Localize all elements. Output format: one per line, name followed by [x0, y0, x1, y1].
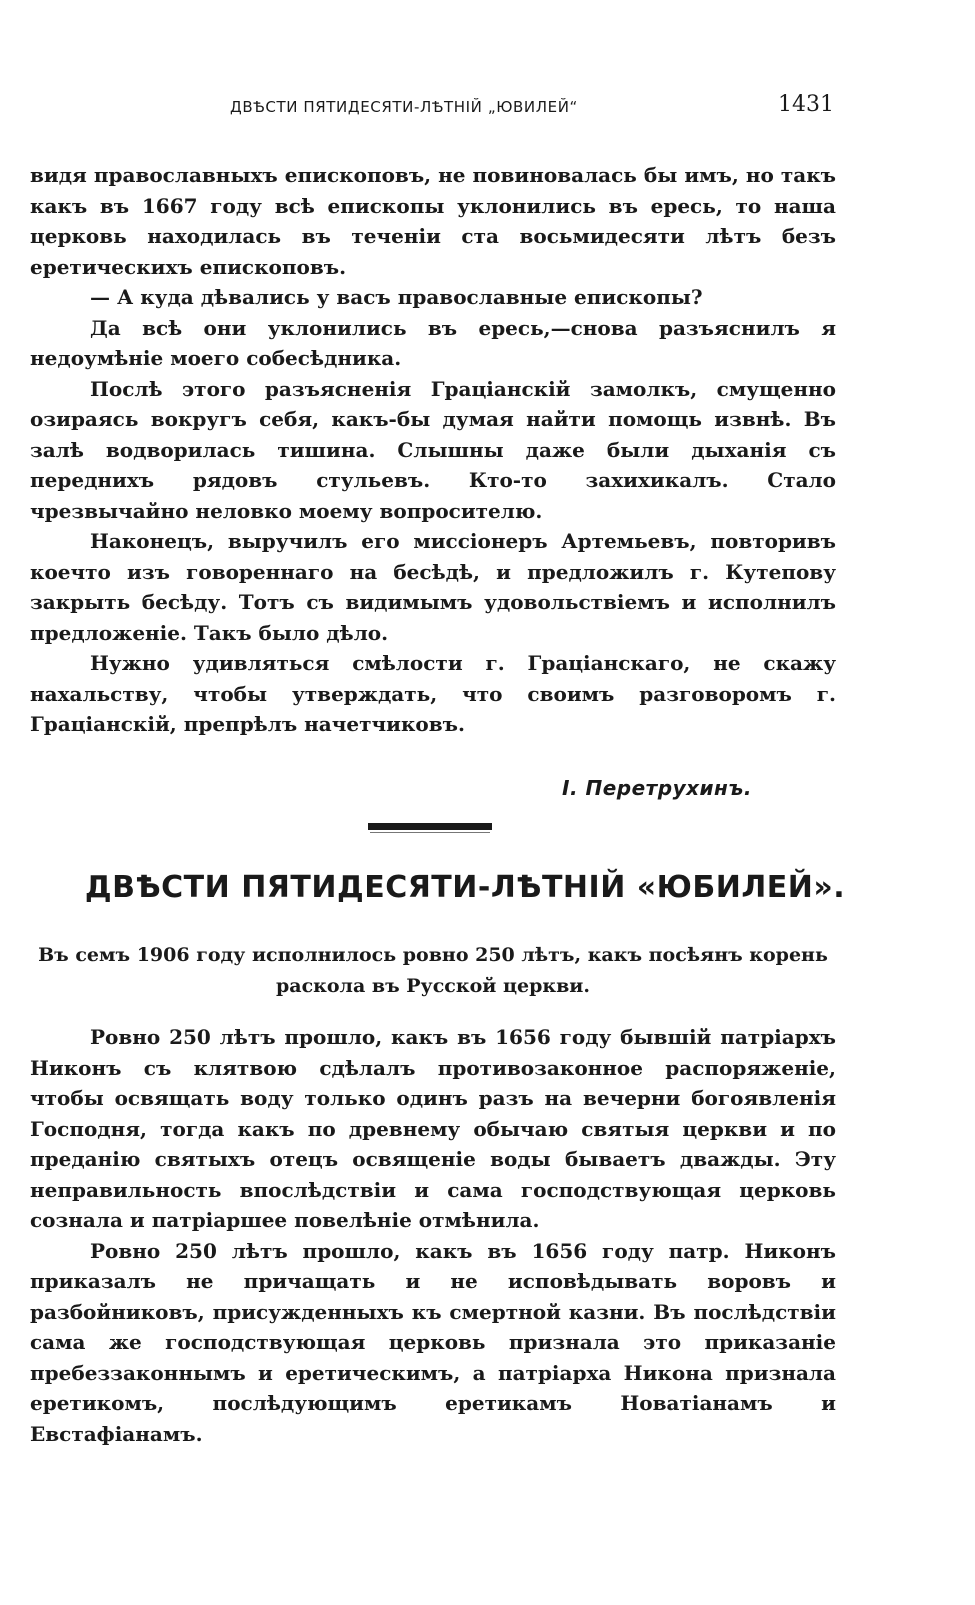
paragraph: Ровно 250 лѣтъ прошло, какъ въ 1656 году бывшій патріархъ Никонъ съ клятвою сдѣлалъ противозаконное распоряженіе, чтобы освящать воду только одинъ разъ на вечерни богоявленія Господня, тогда какъ по древнему обычаю святыя церкви и по преданію святыхъ отецъ освященіе воды бываетъ дважды. Эту неправильность впослѣдствіи и сама господствующая церковь сознала и патріаршее повелѣніе отмѣнила. — [30, 1025, 836, 1232]
author-signature: І. Перетрухинъ. — [562, 776, 752, 800]
section-divider — [368, 823, 492, 830]
paragraph: Да всѣ они уклонились въ ересь,—снова разъяснилъ я недоумѣніе моего собесѣдника. — [30, 315, 836, 370]
section-divider-thin — [370, 832, 490, 833]
paragraph: Послѣ этого разъясненія Граціанскій замолкъ, смущенно озираясь вокругъ себя, какъ-бы думая найти помощь извнѣ. Въ залѣ водворилась тишина. Слышны даже были дыханія съ переднихъ рядовъ стульевъ. Кто-то захихикалъ. Стало чрезвычайно неловко моему вопросителю. — [30, 376, 836, 523]
continued-text — [30, 160, 836, 740]
running-title: ДВѢСТИ ПЯТИДЕСЯТИ-ЛѢТНІЙ „ЮВИЛЕЙ“ — [230, 98, 578, 116]
paragraph: видя православныхъ епископовъ, не повиновалась бы имъ, но такъ какъ въ 1667 году всѣ епископы уклонились въ ересь, то наша церковь находилась въ теченіи ста восьмидесяти лѣтъ безъ еретическихъ епископовъ. — [30, 163, 836, 279]
article-subtitle: Въ семъ 1906 году исполнилось ровно 250 лѣтъ, какъ посѣянъ корень раскола въ Русской церкви. — [38, 944, 828, 997]
running-head — [0, 92, 975, 122]
page-number: 1431 — [778, 92, 834, 117]
article-body — [30, 1022, 836, 1449]
article-title: ДВѢСТИ ПЯТИДЕСЯТИ-ЛѢТНІЙ «ЮБИЛЕЙ». — [84, 870, 846, 905]
paragraph: — А куда дѣвались у васъ православные епископы? — [90, 285, 703, 309]
paragraph: Ровно 250 лѣтъ прошло, какъ въ 1656 году патр. Никонъ приказалъ не причащать и не исповѣдывать воровъ и разбойниковъ, присужденныхъ къ смертной казни. Въ послѣдствіи сама же господствующая церковь признала это приказаніе пребеззаконнымъ и еретическимъ, а патріарха Никона признала еретикомъ, послѣдующимъ еретикамъ Новатіанамъ и Евстафіанамъ. — [30, 1238, 836, 1446]
paragraph: Наконецъ, выручилъ его миссіонеръ Артемьевъ, повторивъ коечто изъ говореннаго на бесѣдѣ, и предложилъ г. Кутепову закрыть бесѣду. Тотъ съ видимымъ удовольствіемъ и исполнилъ предложеніе. Такъ было дѣло. — [30, 529, 836, 645]
paragraph: Нужно удивляться смѣлости г. Граціанскаго, не скажу нахальству, чтобы утверждать, что своимъ разговоромъ г. Граціанскій, препрѣлъ начетчиковъ. — [30, 651, 836, 736]
